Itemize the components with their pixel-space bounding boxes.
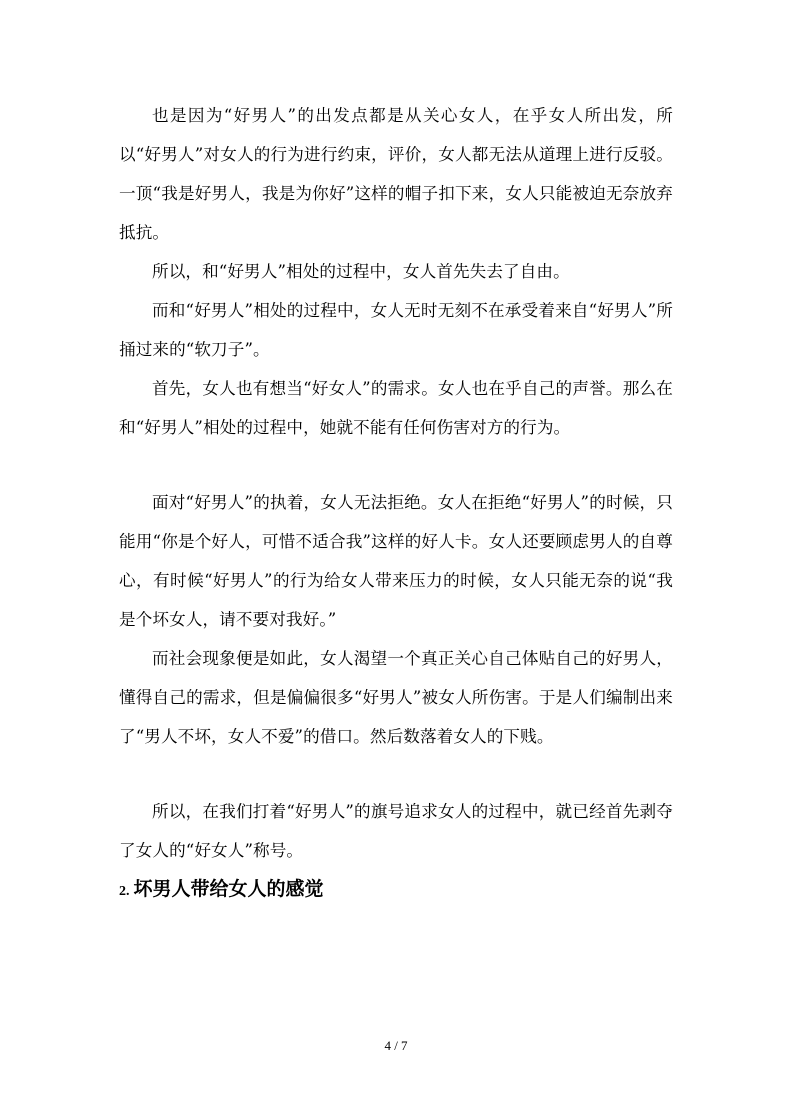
paragraph: 而和“好男人”相处的过程中，女人无时无刻不在承受着来自“好男人”所捅过来的“软刀子”。 xyxy=(119,301,673,359)
paragraph: 首先，女人也有想当“好女人”的需求。女人也在乎自己的声誉。那么在和“好男人”相处的过程中，她就不能有任何伤害对方的行为。 xyxy=(119,379,673,437)
section-title: 坏男人带给女人的感觉 xyxy=(133,878,324,900)
section-heading xyxy=(119,872,673,909)
paragraph: 而社会现象便是如此，女人渴望一个真正关心自己体贴自己的好男人，懂得自己的需求，但是偏偏很多“好男人”被女人所伤害。于是人们编制出来了“男人不坏，女人不爱”的借口。然后数落着女人的下贱。 xyxy=(119,649,673,746)
section-number: 2. xyxy=(119,884,130,899)
document-page xyxy=(119,96,673,909)
page-number: 4 / 7 xyxy=(384,1038,408,1053)
paragraph: 面对“好男人”的执着，女人无法拒绝。女人在拒绝“好男人”的时候，只能用“你是个好人，可惜不适合我”这样的好人卡。女人还要顾虑男人的自尊心，有时候“好男人”的行为给女人带来压力的时候，女人只能无奈的说“我是个坏女人，请不要对我好。” xyxy=(119,493,673,629)
paragraph: 所以，在我们打着“好男人”的旗号追求女人的过程中，就已经首先剥夺了女人的“好女人”称号。 xyxy=(119,802,673,860)
paragraph-spacer xyxy=(119,447,673,483)
paragraph: 所以，和“好男人”相处的过程中，女人首先失去了自由。 xyxy=(152,262,570,281)
paragraph-spacer xyxy=(119,756,673,792)
paragraph: 也是因为“好男人”的出发点都是从关心女人，在乎女人所出发，所以“好男人”对女人的行为进行约束，评价，女人都无法从道理上进行反驳。一顶“我是好男人，我是为你好”这样的帽子扣下来，女人只能被迫无奈放弃抵抗。 xyxy=(119,106,673,242)
